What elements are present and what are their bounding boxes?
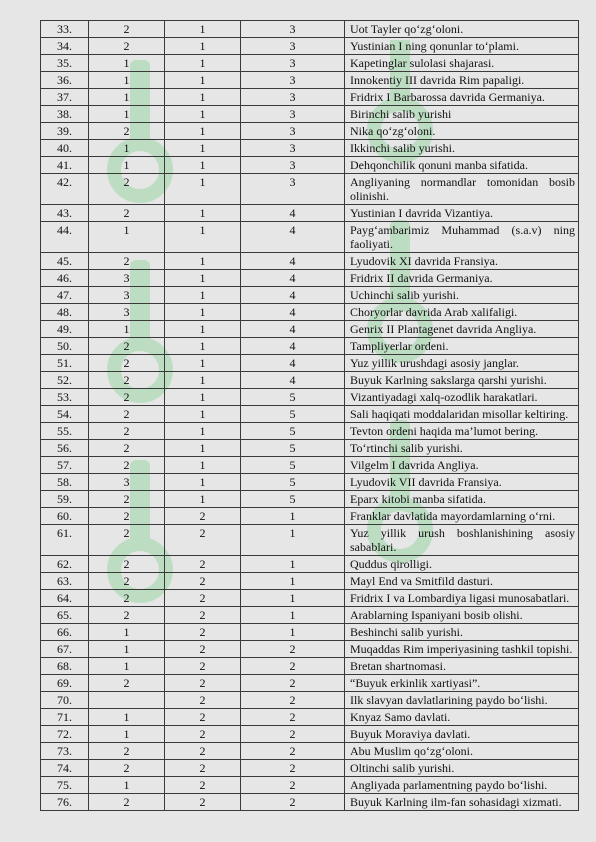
value-a: 2 [89, 123, 165, 140]
value-a: 2 [89, 743, 165, 760]
value-b: 2 [165, 777, 241, 794]
table-row [41, 389, 579, 406]
table-row [41, 777, 579, 794]
topic-text: Fridrix I va Lombardiya ligasi munosabatlari. [345, 590, 579, 607]
row-number: 51. [41, 355, 89, 372]
value-a: 1 [89, 72, 165, 89]
topic-text: Mayl End va Smitfild dasturi. [345, 573, 579, 590]
row-number: 40. [41, 140, 89, 157]
row-number: 45. [41, 253, 89, 270]
value-b: 1 [165, 406, 241, 423]
table-row [41, 525, 579, 556]
value-c: 4 [241, 253, 345, 270]
topic-text: Lyudovik VII davrida Fransiya. [345, 474, 579, 491]
table-row [41, 491, 579, 508]
value-b: 1 [165, 205, 241, 222]
value-c: 2 [241, 777, 345, 794]
row-number: 47. [41, 287, 89, 304]
table-row [41, 406, 579, 423]
value-c: 4 [241, 338, 345, 355]
table-row [41, 556, 579, 573]
value-c: 5 [241, 423, 345, 440]
value-a: 2 [89, 508, 165, 525]
topic-text: Yustinian I ning qonunlar to‘plami. [345, 38, 579, 55]
value-c: 1 [241, 525, 345, 556]
value-a: 2 [89, 590, 165, 607]
value-a: 2 [89, 794, 165, 811]
value-a: 3 [89, 474, 165, 491]
topic-text: Abu Muslim qo‘zg‘oloni. [345, 743, 579, 760]
value-b: 2 [165, 675, 241, 692]
value-c: 4 [241, 205, 345, 222]
value-a: 2 [89, 21, 165, 38]
table-row [41, 106, 579, 123]
table-row [41, 89, 579, 106]
value-a: 1 [89, 222, 165, 253]
topic-text: Vizantiyadagi xalq-ozodlik harakatlari. [345, 389, 579, 406]
table-row [41, 794, 579, 811]
table-row [41, 658, 579, 675]
table-row [41, 474, 579, 491]
value-a: 1 [89, 55, 165, 72]
value-b: 1 [165, 21, 241, 38]
value-b: 2 [165, 743, 241, 760]
value-a: 1 [89, 321, 165, 338]
value-b: 1 [165, 174, 241, 205]
table-row [41, 205, 579, 222]
topic-text: Quddus qirolligi. [345, 556, 579, 573]
topic-text: Uchinchi salib yurishi. [345, 287, 579, 304]
value-b: 1 [165, 457, 241, 474]
row-number: 69. [41, 675, 89, 692]
row-number: 73. [41, 743, 89, 760]
table-row [41, 321, 579, 338]
topic-text: Sali haqiqati moddalaridan misollar keltiring. [345, 406, 579, 423]
row-number: 33. [41, 21, 89, 38]
value-c: 4 [241, 222, 345, 253]
row-number: 64. [41, 590, 89, 607]
table-row [41, 743, 579, 760]
topic-text: Fridrix II davrida Germaniya. [345, 270, 579, 287]
table-row [41, 174, 579, 205]
topic-text: Genrix II Plantagenet davrida Angliya. [345, 321, 579, 338]
value-b: 1 [165, 106, 241, 123]
row-number: 62. [41, 556, 89, 573]
row-number: 50. [41, 338, 89, 355]
table-row [41, 253, 579, 270]
row-number: 34. [41, 38, 89, 55]
row-number: 58. [41, 474, 89, 491]
value-c: 1 [241, 573, 345, 590]
value-c: 2 [241, 709, 345, 726]
value-c: 1 [241, 556, 345, 573]
table-row [41, 641, 579, 658]
value-b: 1 [165, 270, 241, 287]
table-row [41, 573, 579, 590]
value-c: 2 [241, 743, 345, 760]
value-a: 2 [89, 174, 165, 205]
value-b: 1 [165, 287, 241, 304]
topic-text: Buyuk Karlning sakslarga qarshi yurishi. [345, 372, 579, 389]
value-c: 5 [241, 457, 345, 474]
table-row [41, 709, 579, 726]
value-b: 1 [165, 253, 241, 270]
topic-text: Dehqonchilik qonuni manba sifatida. [345, 157, 579, 174]
topic-text: To‘rtinchi salib yurishi. [345, 440, 579, 457]
value-a: 1 [89, 140, 165, 157]
value-b: 2 [165, 658, 241, 675]
value-c: 1 [241, 508, 345, 525]
row-number: 36. [41, 72, 89, 89]
value-a: 1 [89, 658, 165, 675]
topic-text: Buyuk Karlning ilm-fan sohasidagi xizmati. [345, 794, 579, 811]
value-c: 1 [241, 624, 345, 641]
topic-text: Beshinchi salib yurishi. [345, 624, 579, 641]
row-number: 49. [41, 321, 89, 338]
value-c: 3 [241, 106, 345, 123]
topic-text: Kapetinglar sulolasi shajarasi. [345, 55, 579, 72]
topic-text: Tampliyerlar ordeni. [345, 338, 579, 355]
value-b: 1 [165, 38, 241, 55]
row-number: 55. [41, 423, 89, 440]
table-row [41, 423, 579, 440]
table-row [41, 624, 579, 641]
table-row [41, 270, 579, 287]
value-c: 4 [241, 321, 345, 338]
row-number: 35. [41, 55, 89, 72]
topic-text: Ilk slavyan davlatlarining paydo bo‘lishi. [345, 692, 579, 709]
table-row [41, 508, 579, 525]
value-b: 1 [165, 440, 241, 457]
value-b: 2 [165, 641, 241, 658]
row-number: 59. [41, 491, 89, 508]
value-b: 1 [165, 123, 241, 140]
topic-text: Buyuk Moraviya davlati. [345, 726, 579, 743]
value-a: 1 [89, 777, 165, 794]
table-row [41, 38, 579, 55]
value-a: 1 [89, 89, 165, 106]
value-b: 2 [165, 573, 241, 590]
value-c: 4 [241, 287, 345, 304]
topic-text: Yuz yillik urush boshlanishining asosiy sabablari. [345, 525, 579, 556]
value-c: 3 [241, 140, 345, 157]
value-a: 2 [89, 389, 165, 406]
topic-text: Eparx kitobi manba sifatida. [345, 491, 579, 508]
row-number: 38. [41, 106, 89, 123]
value-c: 2 [241, 658, 345, 675]
value-b: 2 [165, 794, 241, 811]
value-a: 2 [89, 406, 165, 423]
value-b: 2 [165, 624, 241, 641]
row-number: 63. [41, 573, 89, 590]
row-number: 74. [41, 760, 89, 777]
value-a: 1 [89, 709, 165, 726]
value-c: 2 [241, 641, 345, 658]
value-b: 1 [165, 304, 241, 321]
topic-text: Arablarning Ispaniyani bosib olishi. [345, 607, 579, 624]
table-row [41, 355, 579, 372]
value-b: 1 [165, 89, 241, 106]
row-number: 46. [41, 270, 89, 287]
topic-text: Payg‘ambarimiz Muhammad (s.a.v) ning faoliyati. [345, 222, 579, 253]
value-c: 3 [241, 157, 345, 174]
topic-text: Fridrix I Barbarossa davrida Germaniya. [345, 89, 579, 106]
value-a: 2 [89, 253, 165, 270]
row-number: 67. [41, 641, 89, 658]
value-c: 2 [241, 675, 345, 692]
value-b: 2 [165, 692, 241, 709]
topic-text: Muqaddas Rim imperiyasining tashkil topishi. [345, 641, 579, 658]
value-a: 3 [89, 287, 165, 304]
value-c: 3 [241, 123, 345, 140]
table-row [41, 287, 579, 304]
row-number: 70. [41, 692, 89, 709]
value-a: 1 [89, 106, 165, 123]
row-number: 56. [41, 440, 89, 457]
value-b: 2 [165, 607, 241, 624]
row-number: 76. [41, 794, 89, 811]
row-number: 57. [41, 457, 89, 474]
value-c: 2 [241, 760, 345, 777]
topic-text: Nika qo‘zg‘oloni. [345, 123, 579, 140]
table-row [41, 692, 579, 709]
value-b: 1 [165, 157, 241, 174]
value-c: 5 [241, 474, 345, 491]
topic-text: Lyudovik XI davrida Fransiya. [345, 253, 579, 270]
value-b: 1 [165, 389, 241, 406]
row-number: 61. [41, 525, 89, 556]
value-c: 1 [241, 607, 345, 624]
table-row [41, 726, 579, 743]
value-c: 3 [241, 89, 345, 106]
row-number: 66. [41, 624, 89, 641]
row-number: 68. [41, 658, 89, 675]
table-row [41, 457, 579, 474]
value-b: 2 [165, 508, 241, 525]
value-c: 5 [241, 389, 345, 406]
topic-text: Birinchi salib yurishi [345, 106, 579, 123]
data-table [40, 20, 579, 811]
value-b: 1 [165, 372, 241, 389]
topic-text: Innokentiy III davrida Rim papaligi. [345, 72, 579, 89]
table-row [41, 21, 579, 38]
topic-text: Bretan shartnomasi. [345, 658, 579, 675]
table-row [41, 55, 579, 72]
row-number: 39. [41, 123, 89, 140]
topic-text: Choryorlar davrida Arab xalifaligi. [345, 304, 579, 321]
topic-text: Knyaz Samo davlati. [345, 709, 579, 726]
value-a: 1 [89, 624, 165, 641]
value-b: 1 [165, 321, 241, 338]
row-number: 71. [41, 709, 89, 726]
topic-text: Franklar davlatida mayordamlarning o‘rni. [345, 508, 579, 525]
value-b: 1 [165, 140, 241, 157]
value-c: 3 [241, 72, 345, 89]
value-a: 1 [89, 726, 165, 743]
value-a: 2 [89, 205, 165, 222]
table-row [41, 304, 579, 321]
topic-text: Yuz yillik urushdagi asosiy janglar. [345, 355, 579, 372]
value-c: 4 [241, 355, 345, 372]
value-b: 2 [165, 556, 241, 573]
topic-text: Ikkinchi salib yurishi. [345, 140, 579, 157]
table-row [41, 222, 579, 253]
value-a: 2 [89, 440, 165, 457]
table-row [41, 760, 579, 777]
value-b: 1 [165, 491, 241, 508]
value-b: 2 [165, 709, 241, 726]
value-c: 4 [241, 270, 345, 287]
value-b: 1 [165, 338, 241, 355]
table-body [41, 21, 579, 811]
row-number: 37. [41, 89, 89, 106]
topic-text: Vilgelm I davrida Angliya. [345, 457, 579, 474]
row-number: 60. [41, 508, 89, 525]
value-b: 1 [165, 474, 241, 491]
value-a: 2 [89, 760, 165, 777]
value-a [89, 692, 165, 709]
value-c: 5 [241, 491, 345, 508]
row-number: 52. [41, 372, 89, 389]
row-number: 42. [41, 174, 89, 205]
value-b: 1 [165, 423, 241, 440]
row-number: 48. [41, 304, 89, 321]
value-c: 3 [241, 38, 345, 55]
table-row [41, 338, 579, 355]
value-a: 2 [89, 38, 165, 55]
row-number: 53. [41, 389, 89, 406]
value-a: 2 [89, 355, 165, 372]
value-c: 3 [241, 21, 345, 38]
value-b: 1 [165, 355, 241, 372]
value-a: 2 [89, 457, 165, 474]
value-a: 2 [89, 338, 165, 355]
value-c: 2 [241, 692, 345, 709]
table-row [41, 123, 579, 140]
topic-text: Angliyada parlamentning paydo bo‘lishi. [345, 777, 579, 794]
value-a: 3 [89, 270, 165, 287]
value-a: 2 [89, 573, 165, 590]
value-a: 3 [89, 304, 165, 321]
topic-text: Oltinchi salib yurishi. [345, 760, 579, 777]
table-row [41, 140, 579, 157]
value-b: 1 [165, 55, 241, 72]
value-c: 2 [241, 794, 345, 811]
table-row [41, 590, 579, 607]
value-c: 4 [241, 372, 345, 389]
value-a: 2 [89, 491, 165, 508]
value-b: 1 [165, 222, 241, 253]
table-row [41, 72, 579, 89]
value-a: 2 [89, 675, 165, 692]
row-number: 72. [41, 726, 89, 743]
value-b: 2 [165, 525, 241, 556]
value-a: 2 [89, 607, 165, 624]
value-c: 5 [241, 406, 345, 423]
value-a: 1 [89, 641, 165, 658]
value-c: 4 [241, 304, 345, 321]
topic-text: Yustinian I davrida Vizantiya. [345, 205, 579, 222]
topic-text: “Buyuk erkinlik xartiyasi”. [345, 675, 579, 692]
value-b: 1 [165, 72, 241, 89]
value-c: 1 [241, 590, 345, 607]
table-row [41, 440, 579, 457]
value-a: 2 [89, 556, 165, 573]
value-c: 2 [241, 726, 345, 743]
row-number: 65. [41, 607, 89, 624]
value-b: 2 [165, 590, 241, 607]
table-row [41, 607, 579, 624]
value-b: 2 [165, 726, 241, 743]
topic-text: Uot Tayler qo‘zg‘oloni. [345, 21, 579, 38]
value-a: 2 [89, 372, 165, 389]
topic-text: Tevton ordeni haqida ma’lumot bering. [345, 423, 579, 440]
topic-text: Angliyaning normandlar tomonidan bosib olinishi. [345, 174, 579, 205]
row-number: 54. [41, 406, 89, 423]
row-number: 75. [41, 777, 89, 794]
value-a: 2 [89, 525, 165, 556]
row-number: 41. [41, 157, 89, 174]
table-row [41, 372, 579, 389]
value-b: 2 [165, 760, 241, 777]
row-number: 43. [41, 205, 89, 222]
value-c: 3 [241, 174, 345, 205]
value-c: 3 [241, 55, 345, 72]
value-c: 5 [241, 440, 345, 457]
table-row [41, 675, 579, 692]
table-row [41, 157, 579, 174]
value-a: 1 [89, 157, 165, 174]
value-a: 2 [89, 423, 165, 440]
row-number: 44. [41, 222, 89, 253]
